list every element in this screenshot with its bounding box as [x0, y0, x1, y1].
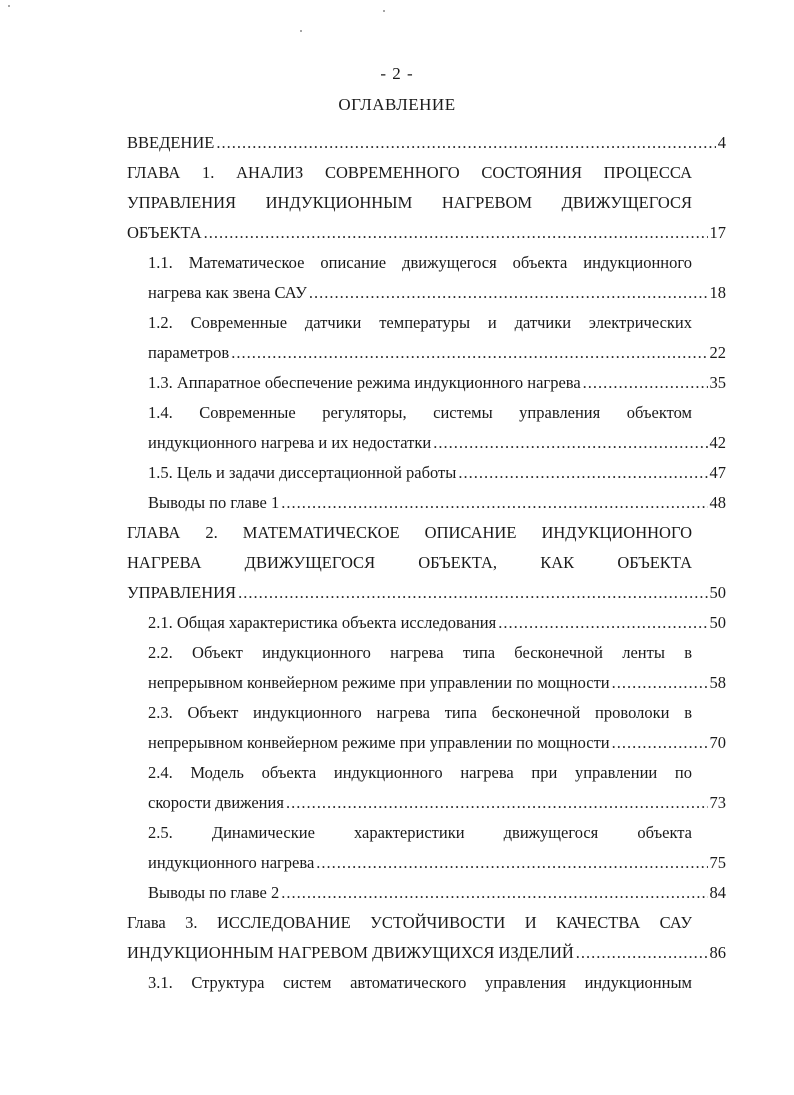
toc-page-number: 75	[709, 853, 726, 872]
scan-speck	[8, 5, 10, 7]
toc-chapter-2-line-2[interactable]: НАГРЕВА ДВИЖУЩЕГОСЯ ОБЪЕКТА, КАК ОБЪЕКТА	[127, 553, 692, 572]
toc-section-1-4-line-1[interactable]: 1.4. Современные регуляторы, системы управления объектом	[148, 403, 692, 422]
dot-leader	[316, 853, 707, 873]
toc-page-number: 42	[709, 433, 726, 452]
toc-page-number: 70	[709, 733, 726, 752]
toc-page-number: 17	[709, 223, 726, 242]
dot-leader	[612, 673, 708, 693]
toc-conclusions-2[interactable]	[148, 883, 726, 903]
toc-section-1-2-line-2[interactable]	[148, 343, 726, 363]
toc-section-2-3-line-1[interactable]: 2.3. Объект индукционного нагрева типа бесконечной проволоки в	[148, 703, 692, 722]
dot-leader	[281, 883, 707, 903]
toc-chapter-2-line-1[interactable]: ГЛАВА 2. МАТЕМАТИЧЕСКОЕ ОПИСАНИЕ ИНДУКЦИОННОГО	[127, 523, 692, 542]
toc-section-2-2-line-2[interactable]	[148, 673, 726, 693]
toc-section-2-4-line-1[interactable]: 2.4. Модель объекта индукционного нагрева при управлении по	[148, 763, 692, 782]
toc-page-number: 48	[709, 493, 726, 512]
toc-entry-text: 1.3. Аппаратное обеспечение режима индукционного нагрева	[148, 373, 581, 392]
toc-section-2-1[interactable]	[148, 613, 726, 633]
toc-section-2-2-line-1[interactable]: 2.2. Объект индукционного нагрева типа бесконечной ленты в	[148, 643, 692, 662]
toc-page-number: 47	[709, 463, 726, 482]
toc-entry-intro[interactable]	[127, 133, 726, 153]
dot-leader	[238, 583, 707, 603]
toc-section-1-5[interactable]	[148, 463, 726, 483]
toc-page-number: 73	[709, 793, 726, 812]
toc-section-2-5-line-1[interactable]: 2.5. Динамические характеристики движущегося объекта	[148, 823, 692, 842]
toc-chapter-1-line-2[interactable]: УПРАВЛЕНИЯ ИНДУКЦИОННЫМ НАГРЕВОМ ДВИЖУЩЕГОСЯ	[127, 193, 692, 212]
dot-leader	[204, 223, 708, 243]
toc-page-number: 18	[709, 283, 726, 302]
toc-page-number: 35	[709, 373, 726, 392]
dot-leader	[231, 343, 707, 363]
scan-speck	[300, 30, 302, 32]
dot-leader	[498, 613, 707, 633]
toc-section-3-1-line-1[interactable]: 3.1. Структура систем автоматического управления индукционным	[148, 973, 692, 992]
dot-leader	[576, 943, 708, 963]
toc-page-number: 50	[709, 613, 726, 632]
toc-chapter-3-line-2[interactable]	[127, 943, 726, 963]
toc-entry-text: скорости движения	[148, 793, 284, 812]
toc-section-1-1-line-2[interactable]	[148, 283, 726, 303]
toc-section-2-5-line-2[interactable]	[148, 853, 726, 873]
toc-chapter-3-line-1[interactable]: Глава 3. ИССЛЕДОВАНИЕ УСТОЙЧИВОСТИ И КАЧЕСТВА САУ	[127, 913, 692, 932]
toc-section-2-4-line-2[interactable]	[148, 793, 726, 813]
toc-entry-text: непрерывном конвейерном режиме при управлении по мощности	[148, 733, 610, 752]
toc-entry-text: параметров	[148, 343, 230, 362]
toc-entry-text: Выводы по главе 1	[148, 493, 280, 512]
toc-section-2-3-line-2[interactable]	[148, 733, 726, 753]
toc-page-number: 58	[709, 673, 726, 692]
toc-page-number: 22	[709, 343, 726, 362]
toc-entry-text: нагрева как звена САУ	[148, 283, 307, 302]
toc-entry-text: непрерывном конвейерном режиме при управлении по мощности	[148, 673, 610, 692]
toc-entry-text: ОБЪЕКТА	[127, 223, 202, 242]
toc-page-number: 4	[717, 133, 726, 152]
toc-entry-text: УПРАВЛЕНИЯ	[127, 583, 237, 602]
toc-section-1-4-line-2[interactable]	[148, 433, 726, 453]
dot-leader	[583, 373, 708, 393]
dot-leader	[216, 133, 715, 153]
dot-leader	[309, 283, 708, 303]
dot-leader	[612, 733, 708, 753]
dot-leader	[286, 793, 708, 813]
toc-entry-text: индукционного нагрева	[148, 853, 315, 872]
toc-chapter-1-line-3[interactable]	[127, 223, 726, 243]
toc-chapter-2-line-3[interactable]	[127, 583, 726, 603]
toc-conclusions-1[interactable]	[148, 493, 726, 513]
scan-speck	[383, 10, 385, 12]
toc-entry-text: ИНДУКЦИОННЫМ НАГРЕВОМ ДВИЖУЩИХСЯ ИЗДЕЛИЙ	[127, 943, 574, 962]
toc-section-1-3[interactable]	[148, 373, 726, 393]
page-number: - 2 -	[380, 64, 414, 83]
toc-entry-text: 2.1. Общая характеристика объекта исследования	[148, 613, 497, 632]
toc-section-1-2-line-1[interactable]: 1.2. Современные датчики температуры и датчики электрических	[148, 313, 692, 332]
toc-page-number: 86	[709, 943, 726, 962]
toc-entry-text: Выводы по главе 2	[148, 883, 280, 902]
dot-leader	[458, 463, 707, 483]
toc-entry-text: 1.5. Цель и задачи диссертационной работы	[148, 463, 457, 482]
toc-page-number: 50	[709, 583, 726, 602]
toc-entry-text: ВВЕДЕНИЕ	[127, 133, 215, 152]
toc-page-number: 84	[709, 883, 726, 902]
toc-title: ОГЛАВЛЕНИЕ	[338, 95, 456, 114]
toc-entry-text: индукционного нагрева и их недостатки	[148, 433, 432, 452]
toc-section-1-1-line-1[interactable]: 1.1. Математическое описание движущегося объекта индукционного	[148, 253, 692, 272]
dot-leader	[433, 433, 707, 453]
toc-chapter-1-line-1[interactable]: ГЛАВА 1. АНАЛИЗ СОВРЕМЕННОГО СОСТОЯНИЯ ПРОЦЕССА	[127, 163, 692, 182]
dot-leader	[281, 493, 707, 513]
